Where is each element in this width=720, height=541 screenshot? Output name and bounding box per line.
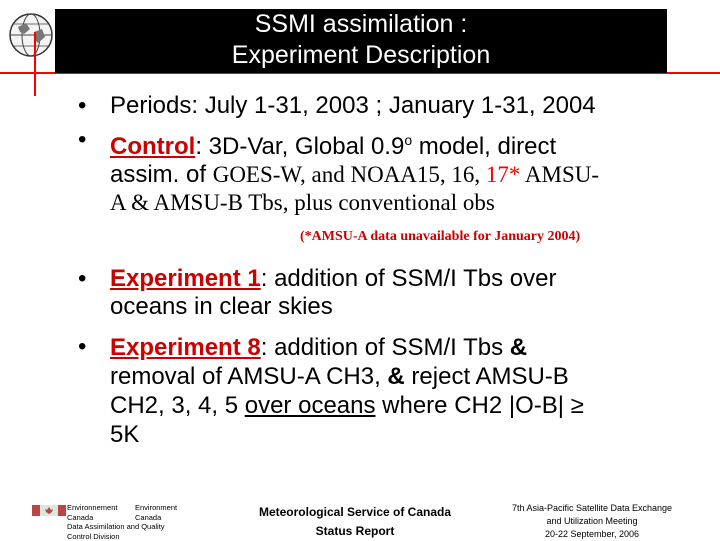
footer-meeting-1: 7th Asia-Pacific Satellite Data Exchange: [492, 502, 692, 515]
bullet-marker: •: [78, 92, 86, 120]
satellite-list: GOES-W, and NOAA15, 16,: [213, 162, 486, 187]
bullet-marker: •: [78, 126, 86, 154]
amsu-note: (*AMSU-A data unavailable for January 2004): [300, 229, 580, 245]
footer-msc: Meteorological Service of Canada: [238, 503, 472, 522]
degree-superscript: o: [404, 132, 412, 148]
footer-env-fr: Environnement: [67, 503, 135, 513]
title-line-1: SSMI assimilation :: [55, 9, 667, 40]
experiment8-description: [110, 333, 690, 449]
footer-division-2: Control Division: [67, 532, 177, 541]
geq-symbol: ≥: [571, 392, 584, 419]
experiment1-label: Experiment 1: [110, 265, 261, 292]
footer-status: Status Report: [238, 522, 472, 541]
control-label: Control: [110, 133, 195, 160]
footer-env-en: Environment: [135, 503, 177, 513]
control-assim-text: assim. of: [110, 161, 213, 188]
experiment8-text: : addition of SSM/I Tbs: [261, 334, 510, 361]
experiment8-line-4: 5K: [110, 420, 690, 449]
control-text-end: model, direct: [412, 133, 556, 160]
control-description: [110, 126, 690, 217]
footer-meeting-date: 20-22 September, 2006: [492, 528, 692, 541]
experiment8-line-3a: CH2, 3, 4, 5: [110, 392, 245, 419]
footer-canada-en: Canada: [135, 513, 161, 523]
noaa17-highlight: 17*: [486, 162, 521, 187]
red-vertical-line: [34, 32, 36, 96]
bullet-marker: •: [78, 333, 86, 361]
ampersand: &: [510, 334, 527, 361]
experiment1-line-2: oceans in clear skies: [110, 293, 690, 321]
over-oceans-text: over oceans: [245, 392, 376, 419]
slide-title: [55, 9, 667, 73]
experiment1-text: : addition of SSM/I Tbs over: [261, 265, 557, 292]
ampersand: &: [387, 363, 404, 390]
amsu-text: AMSU-: [520, 162, 599, 187]
experiment8-line-2b: reject AMSU-B: [405, 363, 569, 390]
footer-agency: [67, 503, 177, 541]
control-line-3: A & AMSU-B Tbs, plus conventional obs: [110, 189, 690, 217]
experiment1-description: [110, 265, 690, 321]
footer-meeting: [492, 502, 692, 541]
title-line-2: Experiment Description: [55, 40, 667, 71]
footer-division-1: Data Assimilation and Quality: [67, 522, 177, 532]
globe-logo-icon: [8, 12, 54, 58]
footer-center: [238, 503, 472, 541]
canada-flag-icon: [32, 505, 66, 516]
bullet-marker: •: [78, 265, 86, 293]
periods-text: Periods: July 1-31, 2003 ; January 1-31, 2004: [110, 92, 690, 120]
experiment8-label: Experiment 8: [110, 334, 261, 361]
control-text: : 3D-Var, Global 0.9: [195, 133, 404, 160]
footer-meeting-2: and Utilization Meeting: [492, 515, 692, 528]
experiment8-line-2a: removal of AMSU-A CH3,: [110, 363, 387, 390]
footer-canada-fr: Canada: [67, 513, 135, 523]
experiment8-line-3b: where CH2 |O-B|: [375, 392, 570, 419]
